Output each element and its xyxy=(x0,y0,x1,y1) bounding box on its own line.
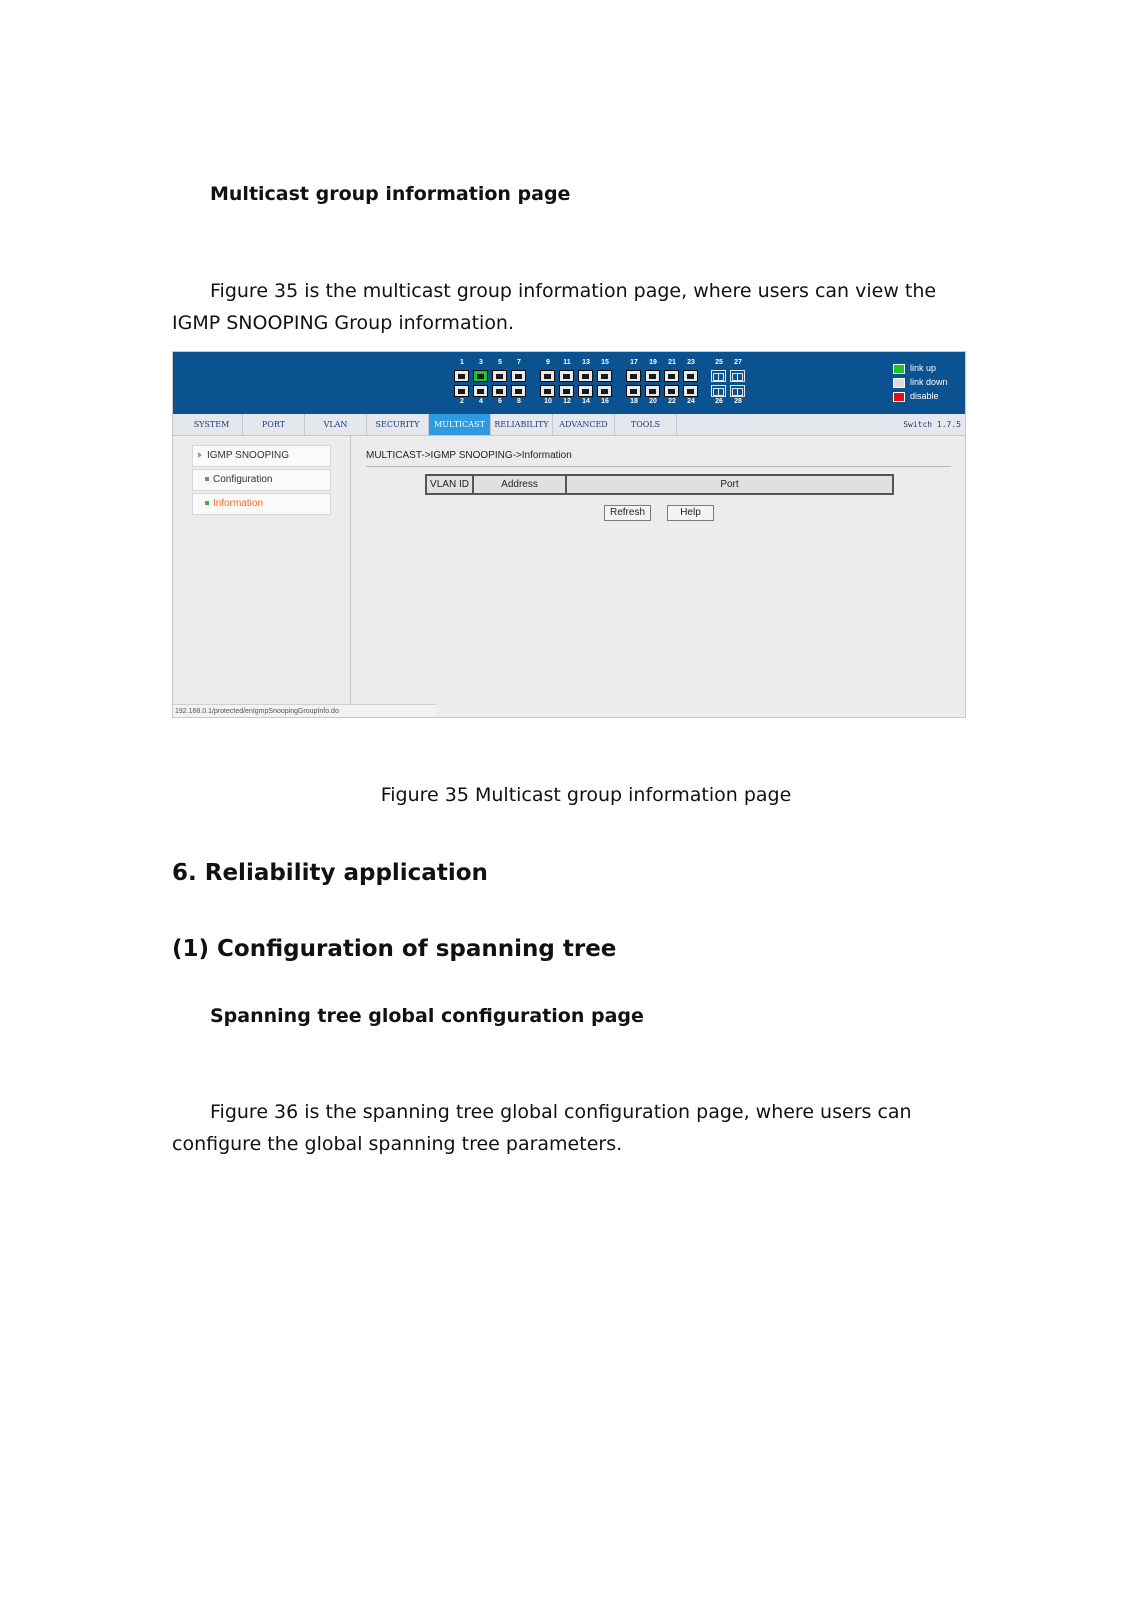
link-up-icon xyxy=(893,364,905,374)
sidebar-group-label: IGMP SNOOPING xyxy=(207,450,290,461)
sidebar-item-configuration[interactable] xyxy=(192,469,331,491)
port-number: 17 xyxy=(630,359,638,366)
ethernet-port-icon[interactable] xyxy=(626,385,641,397)
port-number: 16 xyxy=(601,398,609,405)
tab-system[interactable]: SYSTEM xyxy=(181,414,243,435)
firmware-version: Switch 1.7.5 xyxy=(903,420,961,429)
sfp-port-icon[interactable] xyxy=(711,370,726,382)
ethernet-port-icon[interactable] xyxy=(578,370,593,382)
col-port: Port xyxy=(720,479,739,490)
sfp-port-icon[interactable] xyxy=(730,385,745,397)
port-number: 26 xyxy=(715,398,723,405)
tab-vlan[interactable]: VLAN xyxy=(305,414,367,435)
port-number: 8 xyxy=(517,398,521,405)
link-down-icon xyxy=(893,378,905,388)
port-number: 6 xyxy=(498,398,502,405)
sidebar-item-label: Information xyxy=(213,498,264,509)
figure-35-screenshot xyxy=(172,351,966,718)
tab-security[interactable]: SECURITY xyxy=(367,414,429,435)
port-number: 2 xyxy=(460,398,464,405)
port-number: 21 xyxy=(668,359,676,366)
sidebar-item-information[interactable] xyxy=(192,493,331,515)
port-number: 11 xyxy=(563,359,571,366)
status-bar-url: 192.168.0.1/protected/enIgmpSnoopingGroupInfo.do xyxy=(173,704,436,718)
col-address: Address xyxy=(474,476,567,493)
tab-tools[interactable]: TOOLS xyxy=(615,414,677,435)
menu-bar xyxy=(173,414,965,436)
group-table-header xyxy=(425,474,894,495)
ethernet-port-icon[interactable] xyxy=(492,385,507,397)
switch-banner xyxy=(173,352,965,414)
ethernet-port-icon[interactable] xyxy=(578,385,593,397)
legend-link-down: link down xyxy=(910,377,948,387)
sidebar xyxy=(173,436,351,704)
port-number: 19 xyxy=(649,359,657,366)
ethernet-port-icon[interactable] xyxy=(683,385,698,397)
port-number: 15 xyxy=(601,359,609,366)
port-number: 20 xyxy=(649,398,657,405)
ethernet-port-icon[interactable] xyxy=(645,385,660,397)
port-number: 27 xyxy=(734,359,742,366)
refresh-button[interactable]: Refresh xyxy=(604,505,651,521)
subsection-heading: (1) Configuration of spanning tree xyxy=(172,936,617,962)
tab-port[interactable]: PORT xyxy=(243,414,305,435)
ethernet-port-icon[interactable] xyxy=(511,385,526,397)
bullet-icon xyxy=(205,477,209,481)
ethernet-port-icon[interactable] xyxy=(683,370,698,382)
port-number: 18 xyxy=(630,398,638,405)
intro-paragraph: Figure 35 is the multicast group information page, where users can view the IGMP SNOOPING Group information. xyxy=(172,280,937,334)
sidebar-group-igmp-snooping[interactable] xyxy=(192,445,331,467)
ethernet-port-icon[interactable] xyxy=(645,370,660,382)
ethernet-port-icon[interactable] xyxy=(473,385,488,397)
col-vlan-id: VLAN ID xyxy=(427,476,474,493)
section-heading: 6. Reliability application xyxy=(172,860,488,886)
port-number: 25 xyxy=(715,359,723,366)
port-number: 24 xyxy=(687,398,695,405)
expand-arrow-icon xyxy=(198,452,202,458)
port-number: 13 xyxy=(582,359,590,366)
port-number: 5 xyxy=(498,359,502,366)
ethernet-port-icon[interactable] xyxy=(473,370,488,382)
port-number: 7 xyxy=(517,359,521,366)
sidebar-item-label: Configuration xyxy=(213,474,273,485)
help-button[interactable]: Help xyxy=(667,505,714,521)
port-number: 4 xyxy=(479,398,483,405)
ethernet-port-icon[interactable] xyxy=(664,370,679,382)
ethernet-port-icon[interactable] xyxy=(511,370,526,382)
ethernet-port-icon[interactable] xyxy=(597,385,612,397)
figure-caption: Figure 35 Multicast group information page xyxy=(380,784,792,806)
ethernet-port-icon[interactable] xyxy=(540,370,555,382)
divider xyxy=(366,466,951,467)
port-number: 14 xyxy=(582,398,590,405)
ethernet-port-icon[interactable] xyxy=(454,385,469,397)
port-number: 1 xyxy=(460,359,464,366)
disable-icon xyxy=(893,392,905,402)
ethernet-port-icon[interactable] xyxy=(664,385,679,397)
port-number: 3 xyxy=(479,359,483,366)
port-number: 22 xyxy=(668,398,676,405)
bullet-icon xyxy=(205,501,209,505)
port-number: 9 xyxy=(546,359,550,366)
port-number: 28 xyxy=(734,398,742,405)
body-paragraph-2: Figure 36 is the spanning tree global configuration page, where users can configure the global spanning tree parameters. xyxy=(172,1101,912,1155)
port-number: 10 xyxy=(544,398,552,405)
tab-advanced[interactable]: ADVANCED xyxy=(553,414,615,435)
port-number: 12 xyxy=(563,398,571,405)
port-number: 23 xyxy=(687,359,695,366)
ethernet-port-icon[interactable] xyxy=(492,370,507,382)
breadcrumb: MULTICAST->IGMP SNOOPING->Information xyxy=(366,450,572,461)
ethernet-port-icon[interactable] xyxy=(540,385,555,397)
sfp-port-icon[interactable] xyxy=(711,385,726,397)
tab-multicast[interactable]: MULTICAST xyxy=(429,414,491,435)
legend-disable: disable xyxy=(910,391,939,401)
ethernet-port-icon[interactable] xyxy=(626,370,641,382)
ethernet-port-icon[interactable] xyxy=(597,370,612,382)
ethernet-port-icon[interactable] xyxy=(454,370,469,382)
legend-link-up: link up xyxy=(910,363,937,373)
ethernet-port-icon[interactable] xyxy=(559,385,574,397)
section-subheading-2: Spanning tree global configuration page xyxy=(210,1005,644,1027)
tab-reliability[interactable]: RELIABILITY xyxy=(491,414,553,435)
sfp-port-icon[interactable] xyxy=(730,370,745,382)
section-subheading: Multicast group information page xyxy=(210,183,571,205)
ethernet-port-icon[interactable] xyxy=(559,370,574,382)
